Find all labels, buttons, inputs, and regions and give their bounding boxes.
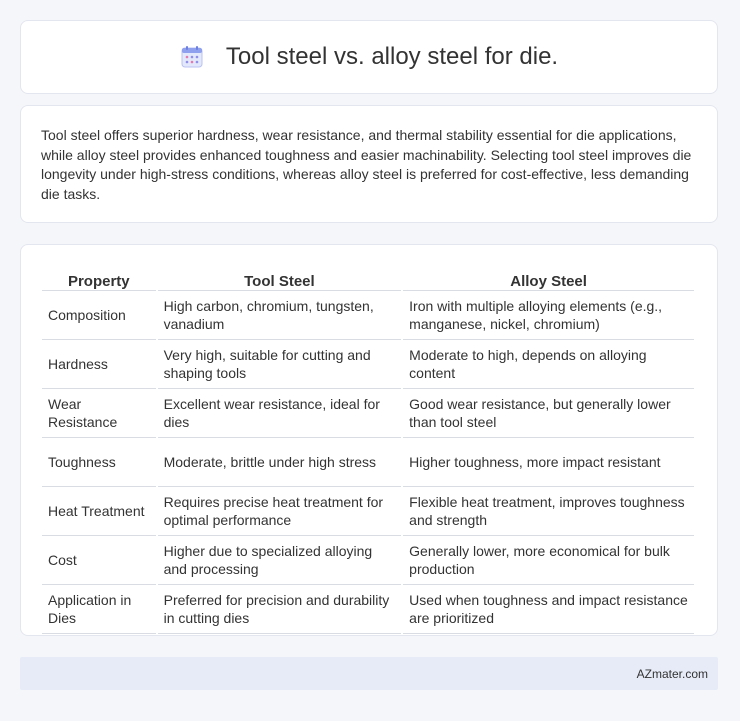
alloy-steel-cell: Higher toughness, more impact resistant bbox=[403, 438, 694, 487]
property-cell: Cost bbox=[42, 536, 156, 585]
property-cell: Heat Treatment bbox=[42, 487, 156, 536]
tool-steel-cell: Higher due to specialized alloying and processing bbox=[158, 536, 402, 585]
property-cell: Hardness bbox=[42, 340, 156, 389]
tool-steel-cell: High carbon, chromium, tungsten, vanadium bbox=[158, 291, 402, 340]
table-row bbox=[42, 438, 694, 487]
footer-brand: AZmater.com bbox=[636, 666, 708, 681]
intro-card bbox=[20, 105, 718, 223]
table-row bbox=[42, 536, 694, 585]
table-header-row bbox=[42, 265, 694, 291]
alloy-steel-cell: Used when toughness and impact resistance are prioritized bbox=[403, 585, 694, 634]
table-row bbox=[42, 291, 694, 340]
table-row bbox=[42, 340, 694, 389]
comparison-card bbox=[20, 244, 718, 636]
footer-bar bbox=[20, 657, 718, 690]
property-cell: Composition bbox=[42, 291, 156, 340]
property-cell: Application in Dies bbox=[42, 585, 156, 634]
alloy-steel-cell: Good wear resistance, but generally lower than tool steel bbox=[403, 389, 694, 438]
alloy-steel-cell: Moderate to high, depends on alloying content bbox=[403, 340, 694, 389]
intro-paragraph: Tool steel offers superior hardness, wear resistance, and thermal stability essential for die applications, while alloy steel provides enhanced toughness and easier machinability. Selecting tool steel improves die longevity under high-stress conditions, whereas alloy steel is preferred for cost-effective, less demanding die tasks. bbox=[41, 127, 692, 202]
table-row bbox=[42, 389, 694, 438]
tool-steel-cell: Preferred for precision and durability in cutting dies bbox=[158, 585, 402, 634]
alloy-steel-cell: Iron with multiple alloying elements (e.g., manganese, nickel, chromium) bbox=[403, 291, 694, 340]
comparison-table bbox=[40, 265, 696, 634]
header-alloy-steel: Alloy Steel bbox=[403, 265, 694, 291]
alloy-steel-cell: Flexible heat treatment, improves toughness and strength bbox=[403, 487, 694, 536]
table-row bbox=[42, 585, 694, 634]
tool-steel-cell: Requires precise heat treatment for optimal performance bbox=[158, 487, 402, 536]
tool-steel-cell: Very high, suitable for cutting and shaping tools bbox=[158, 340, 402, 389]
header-property: Property bbox=[42, 265, 156, 291]
tool-steel-cell: Excellent wear resistance, ideal for dies bbox=[158, 389, 402, 438]
title-card bbox=[20, 20, 718, 94]
page-title: Tool steel vs. alloy steel for die. bbox=[225, 43, 559, 70]
tool-steel-cell: Moderate, brittle under high stress bbox=[158, 438, 402, 487]
header-tool-steel: Tool Steel bbox=[158, 265, 402, 291]
calendar-icon bbox=[180, 45, 204, 69]
property-cell: Toughness bbox=[42, 438, 156, 487]
table-row bbox=[42, 487, 694, 536]
alloy-steel-cell: Generally lower, more economical for bulk production bbox=[403, 536, 694, 585]
property-cell: Wear Resistance bbox=[42, 389, 156, 438]
